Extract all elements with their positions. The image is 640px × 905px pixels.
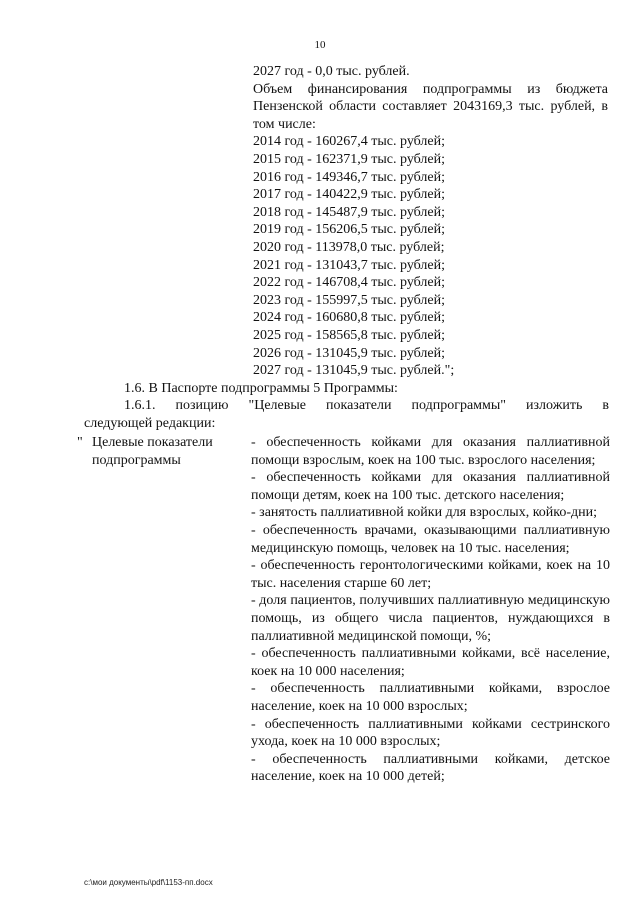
budget-year-item: 2018 год - 145487,9 тыс. рублей; — [253, 204, 446, 220]
indicators-label: Целевые показатели подпрограммы — [92, 435, 213, 468]
indicator-item: - обеспеченность койками для оказания паллиативной помощи взрослым, коек на 100 тыс. взрослого населения; — [251, 435, 610, 468]
indicators-list — [251, 434, 610, 786]
subclause-word: изложить — [526, 398, 583, 413]
budget-first-line: 2027 год - 0,0 тыс. рублей. — [253, 64, 410, 79]
budget-year-item: 2014 год - 160267,4 тыс. рублей; — [253, 134, 446, 150]
budget-years-list — [253, 133, 608, 379]
budget-year-item: 2019 год - 156206,5 тыс. рублей; — [253, 222, 446, 238]
budget-year-item: 2015 год - 162371,9 тыс. рублей; — [253, 151, 446, 167]
budget-year-item: 2025 год - 158565,8 тыс. рублей; — [253, 327, 446, 343]
indicator-item: - обеспеченность врачами, оказывающими паллиативную медицинскую помощь, человек на 10 тыс. населения; — [251, 522, 610, 556]
budget-year-item: 2024 год - 160680,8 тыс. рублей; — [253, 310, 446, 326]
indicator-item: - доля пациентов, получивших паллиативную медицинскую помощь, из общего числа пациентов, нуждающихся в паллиативной медицинской помощи, %; — [251, 593, 610, 644]
opening-quote: " — [77, 435, 83, 450]
budget-intro: Объем финансирования подпрограммы из бюджета Пензенской области составляет 2043169,3 тыс. рублей, в том числе: — [253, 81, 608, 132]
budget-year-item: 2020 год - 113978,0 тыс. рублей; — [253, 239, 445, 255]
section-heading: 1.6. В Паспорте подпрограммы 5 Программы: — [124, 381, 398, 396]
subclause-tail: следующей редакции: — [84, 415, 216, 431]
budget-year-item: 2027 год - 131045,9 тыс. рублей."; — [253, 363, 455, 379]
indicator-item: - обеспеченность койками для оказания паллиативной помощи детям, коек на 100 тыс. детского населения; — [251, 470, 610, 503]
footer-file-path: c:\мои документы\pdf\1153-пп.docx — [84, 878, 213, 887]
subclause-word: "Целевые — [248, 398, 306, 413]
subclause-word: в — [602, 398, 609, 413]
subclause-word: позицию — [175, 398, 229, 413]
section-subclause — [84, 397, 609, 432]
budget-block — [253, 63, 608, 380]
budget-year-item: 2021 год - 131043,7 тыс. рублей; — [253, 257, 446, 273]
budget-year-item: 2022 год - 146708,4 тыс. рублей; — [253, 275, 446, 291]
subclause-word: 1.6.1. — [124, 398, 156, 413]
page-number: 10 — [314, 39, 326, 51]
budget-year-item: 2016 год - 149346,7 тыс. рублей; — [253, 169, 446, 185]
indicator-item: - обеспеченность паллиативными койками, взрослое население, коек на 10 000 взрослых; — [251, 681, 610, 714]
indicator-item: - обеспеченность паллиативными койками, всё население, коек на 10 000 населения; — [251, 646, 610, 679]
indicator-item: - обеспеченность паллиативными койками, детское население, коек на 10 000 детей; — [251, 751, 610, 785]
indicator-item: - занятость паллиативной койки для взрослых, койко-дни; — [251, 505, 598, 521]
subclause-word: подпрограммы" — [411, 398, 507, 413]
budget-year-item: 2026 год - 131045,9 тыс. рублей; — [253, 345, 446, 361]
subclause-word: показатели — [326, 398, 392, 413]
indicator-item: - обеспеченность паллиативными койками сестринского ухода, коек на 10 000 взрослых; — [251, 716, 610, 750]
budget-year-item: 2017 год - 140422,9 тыс. рублей; — [253, 187, 446, 203]
subclause-first-line — [84, 397, 609, 415]
budget-year-item: 2023 год - 155997,5 тыс. рублей; — [253, 292, 446, 308]
indicator-item: - обеспеченность геронтологическими койками, коек на 10 тыс. населения старше 60 лет; — [251, 558, 610, 591]
